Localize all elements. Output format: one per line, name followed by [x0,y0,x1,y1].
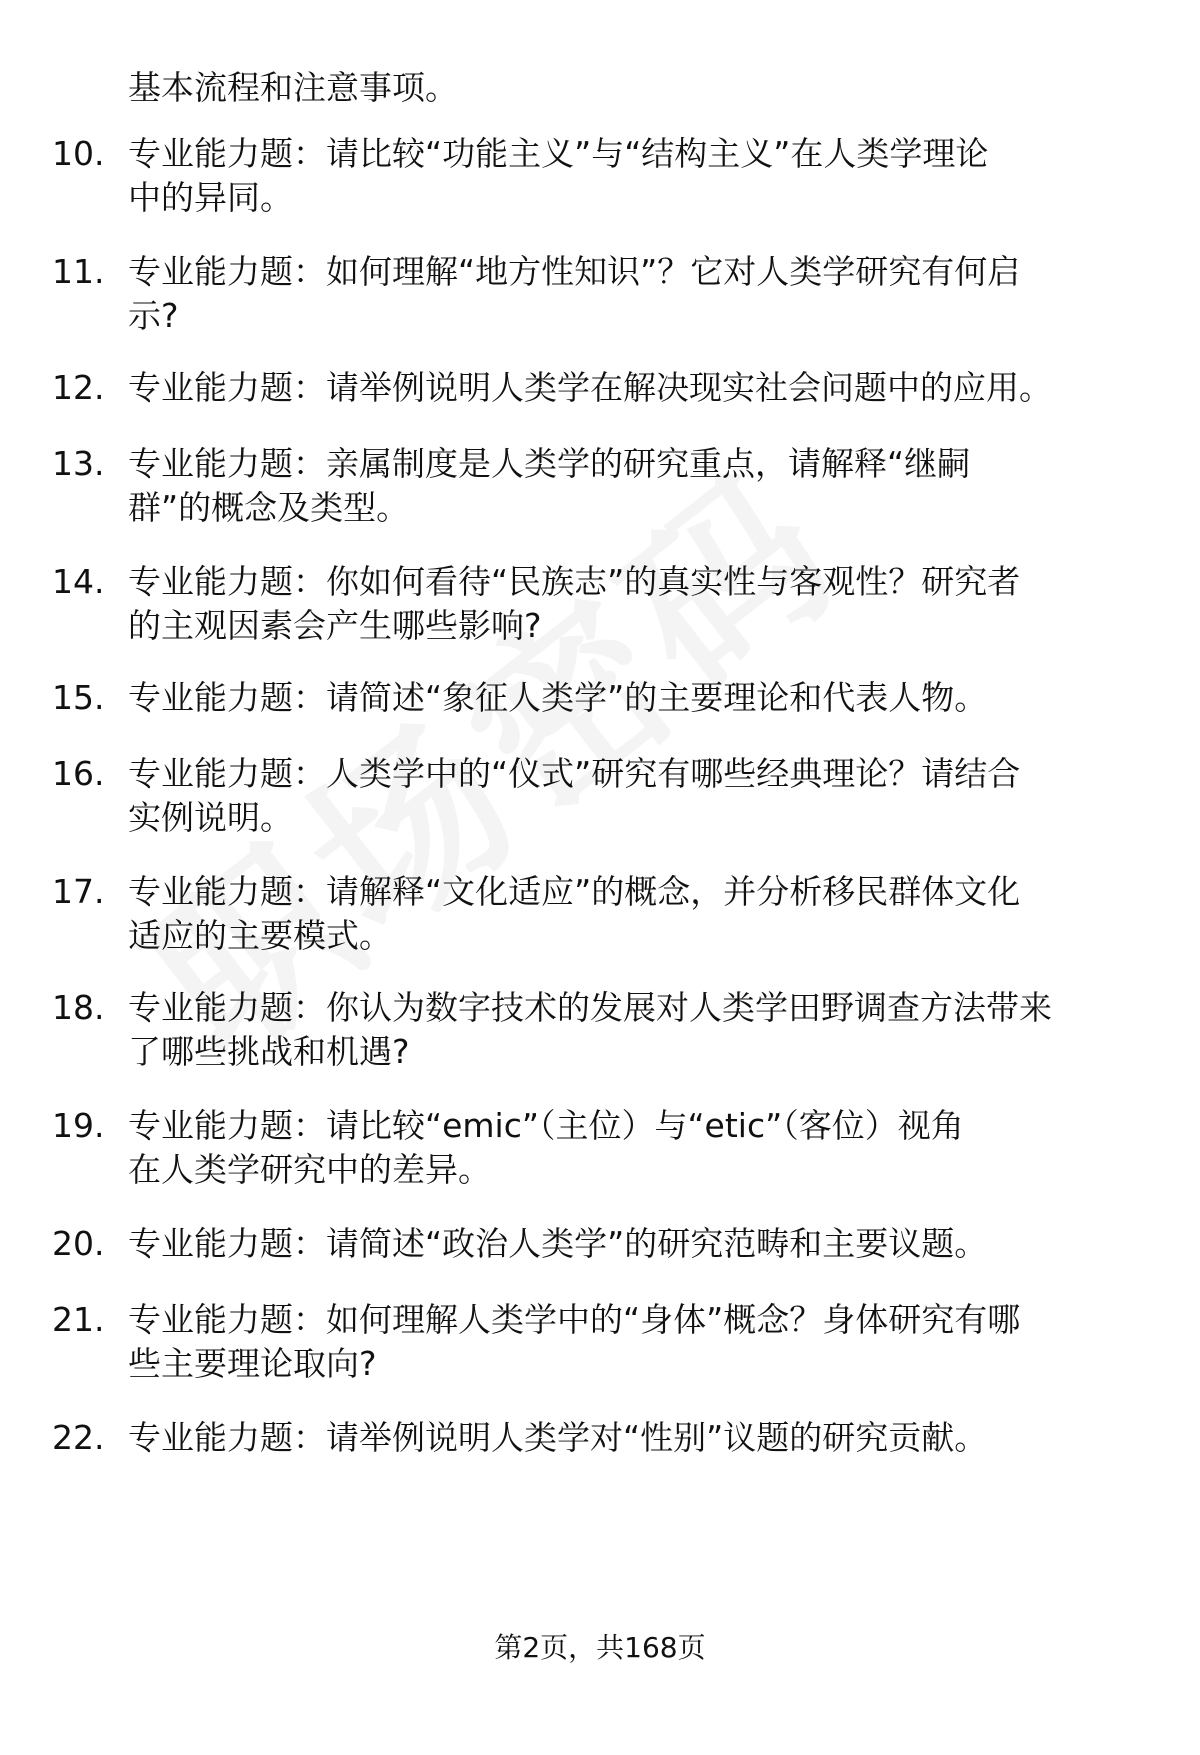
question-line: 适应的主要模式。 [128,916,392,955]
continuation-text: 基本流程和注意事项。 [128,68,458,107]
question-number: 20. [52,1224,105,1263]
question-line: 专业能力题：你如何看待“民族志”的真实性与客观性？研究者 [128,562,1021,601]
question-line: 专业能力题：请简述“政治人类学”的研究范畴和主要议题。 [128,1224,988,1263]
question-line: 专业能力题：请简述“象征人类学”的主要理论和代表人物。 [128,678,988,717]
question-text [128,986,1138,1074]
question-line: 专业能力题：如何理解人类学中的“身体”概念？身体研究有哪 [128,1300,1021,1339]
question-number: 18. [52,988,105,1027]
question-number: 14. [52,562,105,601]
question-number: 16. [52,754,105,793]
question-text [128,132,1138,220]
question-number: 12. [52,368,105,407]
question-text [128,1222,1138,1266]
question-line: 中的异同。 [128,178,293,217]
question-text [128,676,1138,720]
question-text [128,250,1138,338]
question-number: 19. [52,1106,105,1145]
question-line: 专业能力题：人类学中的“仪式”研究有哪些经典理论？请结合 [128,754,1021,793]
question-number: 17. [52,872,105,911]
question-text [128,366,1138,410]
question-text [128,442,1138,530]
question-line: 专业能力题：你认为数字技术的发展对人类学田野调查方法带来 [128,988,1052,1027]
question-line: 了哪些挑战和机遇? [128,1032,410,1071]
question-number: 15. [52,678,105,717]
page-footer: 第2页，共168页 [494,1631,706,1664]
question-line: 专业能力题：如何理解“地方性知识”？它对人类学研究有何启 [128,252,1021,291]
question-text [128,1104,1138,1192]
question-line: 些主要理论取向? [128,1344,377,1383]
question-line: 实例说明。 [128,798,293,837]
question-text [128,752,1138,840]
question-line: 专业能力题：请解释“文化适应”的概念，并分析移民群体文化 [128,872,1021,911]
question-line: 专业能力题：请比较“功能主义”与“结构主义”在人类学理论 [128,134,989,173]
question-line: 专业能力题：请举例说明人类学在解决现实社会问题中的应用。 [128,368,1052,407]
question-text [128,1416,1138,1460]
question-line: 专业能力题：亲属制度是人类学的研究重点，请解释“继嗣 [128,444,971,483]
question-number: 13. [52,444,105,483]
question-text [128,870,1138,958]
question-line: 在人类学研究中的差异。 [128,1150,491,1189]
question-number: 10. [52,134,105,173]
question-text [128,1298,1138,1386]
question-line: 群”的概念及类型。 [128,488,410,527]
question-number: 22. [52,1418,105,1457]
question-line: 的主观因素会产生哪些影响? [128,606,542,645]
question-line: 专业能力题：请举例说明人类学对“性别”议题的研究贡献。 [128,1418,988,1457]
question-number: 11. [52,252,105,291]
question-text [128,560,1138,648]
question-line: 示? [128,296,179,335]
question-number: 21. [52,1300,105,1339]
question-line: 专业能力题：请比较“emic”（主位）与“etic”（客位）视角 [128,1106,964,1145]
